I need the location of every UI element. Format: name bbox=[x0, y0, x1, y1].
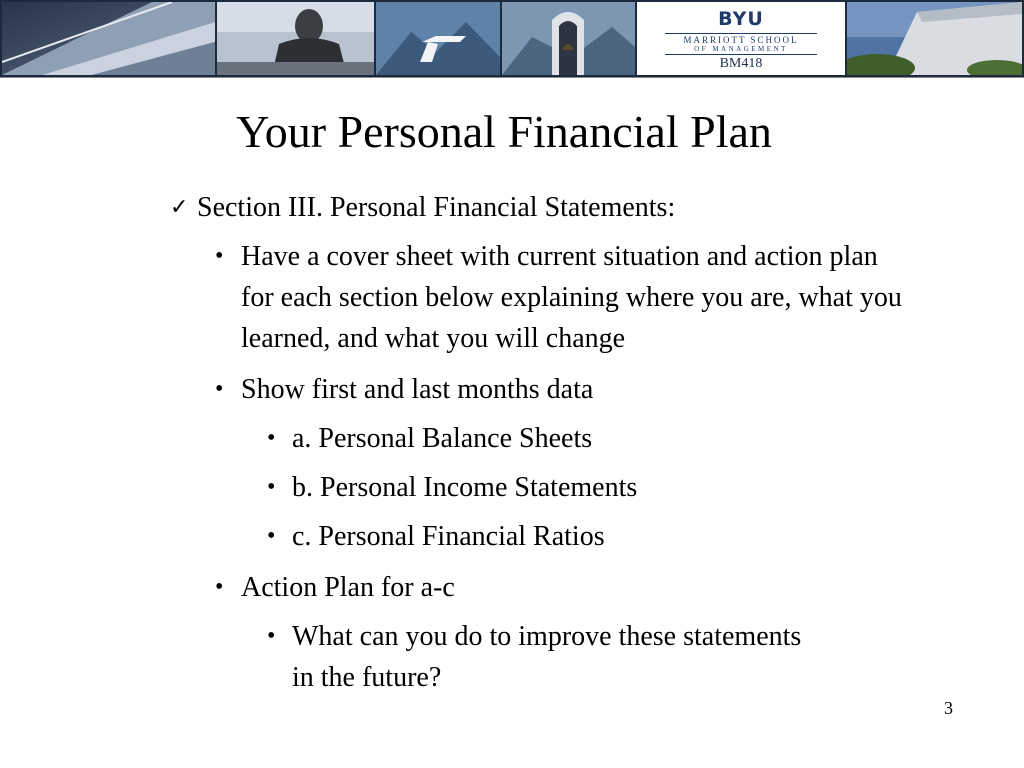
list-item-text: Show first and last months data bbox=[241, 374, 594, 405]
list-item-text: Have a cover sheet with current situation and action plan for each section below explaining where you are, what you learned, and what you will change bbox=[241, 241, 902, 354]
list-item bbox=[170, 369, 910, 410]
sub-list-item-text: What can you do to improve these statements in the future? bbox=[292, 621, 802, 693]
bullet-dot-icon: • bbox=[267, 623, 276, 649]
course-code: BM418 bbox=[719, 56, 763, 71]
bullet-dot-icon: • bbox=[215, 376, 224, 402]
section-heading-text: Section III. Personal Financial Statements: bbox=[197, 192, 676, 223]
sub-list-item bbox=[170, 516, 910, 557]
bullet-dot-icon: • bbox=[267, 474, 276, 500]
logo-school-text: MARRIOTT SCHOOL bbox=[683, 35, 799, 45]
slide-title: Your Personal Financial Plan bbox=[236, 106, 772, 157]
section-heading bbox=[170, 190, 910, 226]
sub-list-item-text: c. Personal Financial Ratios bbox=[292, 521, 605, 552]
sub-list-item bbox=[170, 616, 810, 698]
byu-logo bbox=[637, 2, 845, 75]
bullet-dot-icon: • bbox=[215, 243, 224, 269]
logo-divider bbox=[665, 33, 817, 34]
list-item-text: Action Plan for a-c bbox=[241, 572, 455, 603]
page-number: 3 bbox=[944, 698, 953, 718]
logo-management-text: OF MANAGEMENT bbox=[694, 45, 788, 53]
sub-list-item bbox=[170, 418, 910, 459]
header-banner bbox=[0, 0, 1024, 78]
statue-photo bbox=[217, 2, 374, 75]
logo-divider bbox=[665, 54, 817, 55]
list-item bbox=[170, 236, 910, 359]
bullet-dot-icon: • bbox=[267, 523, 276, 549]
bell-tower-photo bbox=[502, 2, 635, 75]
sub-list-item-text: b. Personal Income Statements bbox=[292, 472, 638, 503]
bullet-dot-icon: • bbox=[267, 425, 276, 451]
logo-byu-text: BYU bbox=[718, 8, 764, 30]
bullet-dot-icon: • bbox=[215, 574, 224, 600]
building-photo bbox=[2, 2, 215, 75]
sub-list-item-text: a. Personal Balance Sheets bbox=[292, 423, 593, 454]
checkmark-icon: ✓ bbox=[170, 195, 189, 220]
sub-list-item bbox=[170, 467, 910, 508]
list-item bbox=[170, 567, 910, 608]
mountain-y-photo bbox=[376, 2, 500, 75]
campus-building-photo bbox=[847, 2, 1022, 75]
slide-content bbox=[170, 190, 910, 698]
